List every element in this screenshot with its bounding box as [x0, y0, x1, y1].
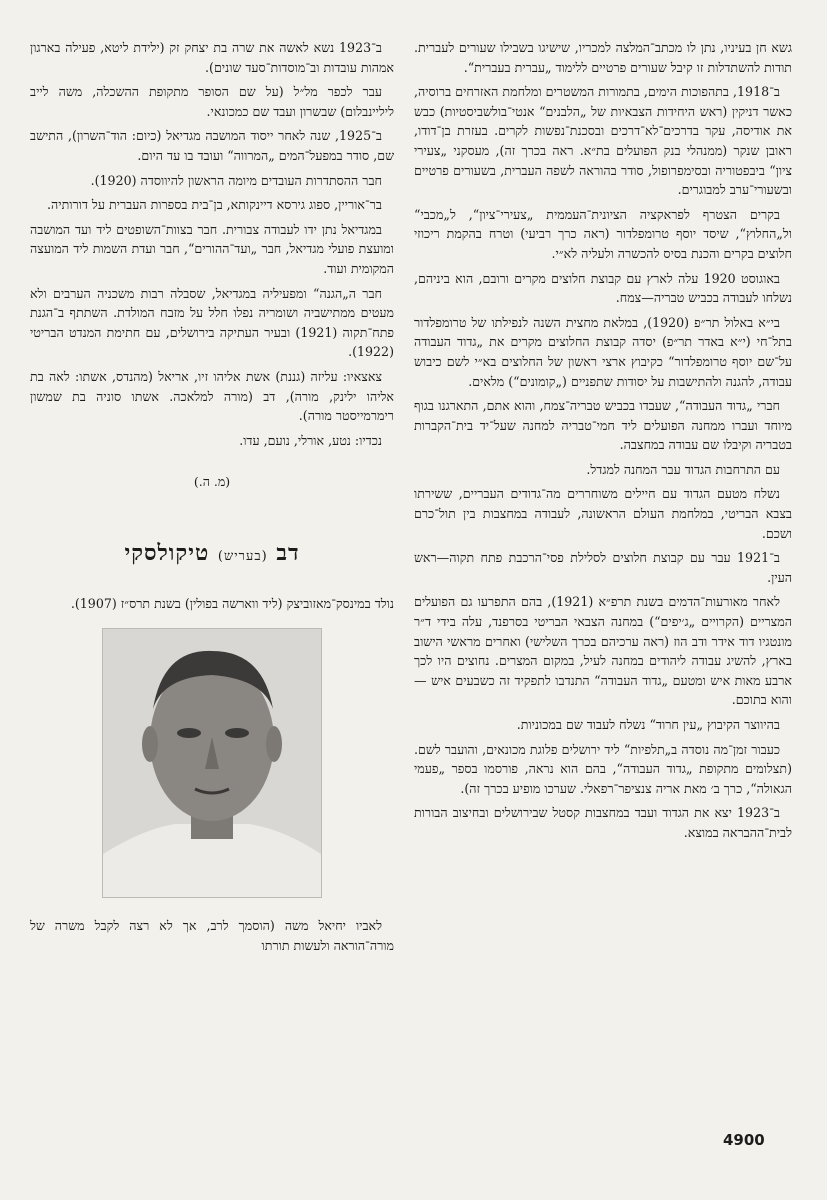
paragraph: נכדיו: נטע, אורלי, נועם, עדו. — [239, 432, 382, 448]
paragraph: ב־1921 עבר עם קבוצת חלוצים לסלילת פסי־הרכבת פתח תקוה—ראש העין. — [414, 550, 792, 585]
paragraph: ב־1925, שנה לאחר ייסוד המושבה מגדיאל (כיום: הוד־השרון), התישב שם, סודר במפעל־המים „המרווה“ ועובד בו עד היום. — [30, 128, 394, 163]
entry-name: דב — [276, 539, 300, 566]
portrait-photo — [102, 628, 322, 898]
paragraph: כעבור זמן־מה נוסדה ב„תלפיות“ ליד ירושלים פלוגת מכונאים, והועבר לשם. (תצלומים מתקופת „גדוד העבודה“, בהם הוא נראה, פורסמו בספר „פעמי הגאולה“, כרך ב׳ מאת אריה צנציפר־רפאלי. שערכו מופיע בכרך זה). — [414, 741, 792, 796]
paragraph: במגדיאל נתן ידו לעבודה צבורית. חבר בצוות־השופטים ליד ועד המושבה ומועצת פועלי מגדיאל, חבר „ועד־ההורים“, חבר ועדת השמות ליד המועצה המקומית ועוד. — [30, 221, 394, 276]
paragraph: ב־1923 נשא לאשה את שרה בת יצחק זק (ילידת ליטא, פעילה בארגון אמהות עובדות וב־מוסדות־סעד שונים). — [30, 40, 394, 75]
paragraph: לאביו יחיאל משה (הוסמך לרב, אך לא רצה לקבל משרה של מורה־הוראה ולעשות תורתו — [30, 918, 394, 953]
paragraph: בי״א באלול תר״פ (1920), במלאת מחצית השנה לנפילתו של טרומפלדור בתל־חי (י״א באדר תר״פ) יסדה קבוצת החלוצים מקרים את „גדוד העבודה על־שם יוסף טרומפלדור“ כקיבוץ ארצי ראשון של החלוצים בא״י לשם כיבוש עבודה, להגנה ולהתישבות על יסודות שתפניים („קומונים“) מלאים. — [414, 314, 792, 389]
left-column — [30, 38, 394, 960]
entry-surname: טיקולסקי — [124, 539, 210, 566]
page-number: 4900 — [723, 1131, 765, 1149]
paragraph: באוגוסט 1920 עלה לארץ עם קבוצת חלוצים מקרים ורובם, הוא ביניהם, נשלחו לעבודה בכביש טבריה—צמח. — [414, 270, 792, 306]
paragraph: נולד במינסק־מאזוביצק (ליד ווארשה בפולין) בשנת תרס״ז (1907). — [70, 596, 394, 612]
portrait-image — [103, 629, 321, 897]
paragraph: צאצאיו: עליזה (גננת) אשת אליהו זיו, אריאל (מהנדס, אשתו: לאה בת אליהו ילינק, מורה), דב (מורה למלאכה. אשתו סוניה בת שמשון רימרמייסטר מורה). — [30, 368, 394, 424]
paragraph: חבר ה„הגנה“ ומפעיליה במגדיאל, שסבלה רבות משכניה הערבים ולא מעטים ממתישביה ושומריה נפלו חלל על מזבח המולדת. השתתף ב־הגנת פתח־תקוה (1921) ובעיר העתיקה בירושלים, עם חתימת המנדט הבריטי (1922). — [30, 285, 394, 360]
paragraph: עם התרחבות הגדוד עבר המחנה למגדל. — [586, 461, 780, 477]
paragraph: נשלח מטעם הגדוד עם חיילים משוחררים מה־גדודים העבריים, ששירתו בצבא הבריטי, במלחמת העולם הראשונה, לעבודה במחצבות בין תול־כרם ושכם. — [414, 486, 792, 541]
paragraph: עבר לכפר מל״ל (על שם הסופר מתקופת ההשכלה, משה לייב ליליינבלום) שבשרון ועבד שם כמכונאי. — [30, 84, 394, 119]
entry-heading — [30, 539, 394, 567]
entry-alt-spelling: (בעריש) — [217, 548, 268, 564]
paragraph: לאחר מאורעות־הדמים בשנת תרפ״א (1921), בהם התפרעו גם הפועלים המצריים (הקרויים „ג׳יפים“) במחנה הצבאי הבריטי בסרפנד, עלה בידי ד״ר מונטגיו דוד אידר ודב הוז (ראה ערכיהם בכרך השלישי) ואחרים מראשי הישוב בארץ, להשיג עבודה ליהודים במחנה לעיל, במקום המצרים. נחוצים היו לכך ארבע מאות איש ומטעם „גדוד העבודה“ התנדבו לתפקיד זה כשבעים איש — והוא בתוכם. — [414, 594, 792, 708]
paragraph: בקרים הצטרף לפראקציה הציונית־העממית „צעירי־ציון“, ל„מכבי“ ול„החלוץ“, שיסד יוסף טרומפלדור (ראה כרך רביעי) וטרח בהקמת ריכוזי חלוצים בקרים והכנת בסיס להכשרה ולעליה לא״י. — [414, 206, 792, 261]
paragraph: ב־1923 יצא את הגדוד ועבד במחצבות קסטל שבירושלים ובחיצוב הבורות לבית־ההבראה במוצא. — [414, 805, 792, 840]
author-signature: (מ. ה.) — [193, 474, 231, 490]
right-column — [414, 38, 792, 848]
paragraph: ב־1918, בתהפוכות הימים, בתמורות המשטרים ומלחמת האזרחים ברוסיה, כאשר דניקין (ראש היחידות הצבאיות של „הלבנים“ אנטי־בולשביסטיות) כבש את אודיסה, עקר בדרכים־לא־דרכים ובסכנת־נפשות לקרים. בעזרת בן־דודו, ראובן שנקר (ממנהלי בנק הפועלים בת״א. ראה בכרך זה), מעסקני „צעירי ציון“ ביבפטוריה ובסימפרופול, סודר בהוראה לשפה העברית, בשעורים פרטיים ובשעורי־ערב למבוגרים. — [414, 84, 792, 198]
paragraph: גשא חן בעיניו, נתן לו מכתב־המלצה למכריו, שישיגו בשבילו שעורים לעברית. תודות להשתדלות זו קיבל שעורים פרטיים ללימוד „עברית בעברית“. — [414, 40, 792, 75]
paragraph: בר־אוריין, ספוג גירסא דיינקותא, בן־בית בספרות העברית על דורותיה. — [47, 197, 382, 213]
paragraph: חבר ההסתדרות העובדים מיומה הראשון להיווסדה (1920). — [90, 172, 382, 188]
paragraph: בהיווצר הקיבוץ „עין חרוד“ נשלח לעבוד שם במכוניות. — [516, 717, 780, 732]
paragraph: חברי „גדוד העבודה“, שעבדו בכביש טבריה־צמח, והוא אתם, התארגנו בגוף מיוחד ועברו ממחנה הפועלים ליד חמי־טבריה למחנה שעל־יד בית־הקברות בטבריה וקיבלו שם עבודה במחצבה. — [414, 398, 792, 453]
